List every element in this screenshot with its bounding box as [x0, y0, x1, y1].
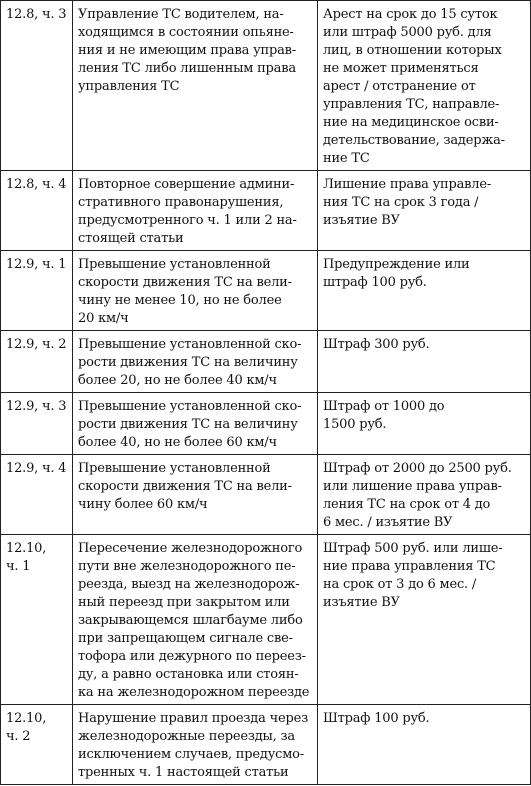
- table-row: [1, 455, 531, 535]
- article-cell: [1, 171, 73, 251]
- penalty-text: Арест на срок до 15 суток или штраф 5000 руб. для лиц, в отношении которых не может применяться арест / отстранение от управления ТС, направле- ние на медицинское осви- детельствование, задержа- ние ТС: [323, 7, 505, 166]
- table-row: [1, 535, 531, 705]
- penalty-text: Штраф от 1000 до 1500 руб.: [323, 399, 445, 432]
- table-row: [1, 705, 531, 785]
- article-text: 12.9, ч. 4: [6, 461, 67, 476]
- table-row: [1, 171, 531, 251]
- penalty-text: Штраф 300 руб.: [323, 337, 430, 352]
- offense-text: Нарушение правил проезда через железнодорожные переезды, за исключением случаев, предусмо- тренных ч. 1 настоящей статьи: [78, 711, 308, 780]
- penalty-text: Лишение права управле- ния ТС на срок 3 года / изъятие ВУ: [323, 177, 492, 228]
- penalty-cell: [318, 705, 531, 785]
- table-row: [1, 1, 531, 171]
- article-cell: [1, 705, 73, 785]
- penalty-text: Предупреждение или штраф 100 руб.: [323, 257, 470, 290]
- table-row: [1, 393, 531, 455]
- offense-cell: [73, 331, 318, 393]
- article-cell: [1, 1, 73, 171]
- article-text: 12.8, ч. 3: [6, 7, 67, 22]
- offense-cell: [73, 535, 318, 705]
- offense-text: Превышение установленной ско- рости движения ТС на величину более 20, но не более 40 км/ч: [78, 337, 302, 388]
- offense-cell: [73, 171, 318, 251]
- article-text: 12.9, ч. 1: [6, 257, 67, 272]
- penalty-text: Штраф 100 руб.: [323, 711, 430, 726]
- table-row: [1, 331, 531, 393]
- article-cell: [1, 393, 73, 455]
- offense-cell: [73, 455, 318, 535]
- offense-text: Превышение установленной скорости движения ТС на вели- чину более 60 км/ч: [78, 461, 292, 512]
- article-text: 12.9, ч. 2: [6, 337, 67, 352]
- penalty-cell: [318, 251, 531, 331]
- offense-text: Превышение установленной ско- рости движения ТС на величину более 40, но не более 60 км/ч: [78, 399, 302, 450]
- offense-cell: [73, 251, 318, 331]
- penalty-cell: [318, 1, 531, 171]
- penalty-cell: [318, 393, 531, 455]
- offense-cell: [73, 1, 318, 171]
- offense-text: Управление ТС водителем, на- ходящимся в состоянии опьяне- ния и не имеющим права управ- ления ТС либо лишенным права управления ТС: [78, 7, 296, 94]
- article-text: 12.10, ч. 1: [6, 541, 47, 574]
- article-text: 12.9, ч. 3: [6, 399, 67, 414]
- penalty-cell: [318, 535, 531, 705]
- penalty-cell: [318, 171, 531, 251]
- offense-cell: [73, 705, 318, 785]
- article-cell: [1, 331, 73, 393]
- table-row: [1, 251, 531, 331]
- article-text: 12.10, ч. 2: [6, 711, 47, 744]
- offense-text: Повторное совершение админи- стративного правонарушения, предусмотренного ч. 1 или 2 на- стоящей статьи: [78, 177, 297, 246]
- article-cell: [1, 535, 73, 705]
- penalty-text: Штраф 500 руб. или лише- ние права управления ТС на срок от 3 до 6 мес. / изъятие ВУ: [323, 541, 503, 610]
- article-cell: [1, 251, 73, 331]
- offense-text: Превышение установленной скорости движения ТС на вели- чину не менее 10, но не более 20 км/ч: [78, 257, 292, 326]
- penalty-cell: [318, 455, 531, 535]
- article-cell: [1, 455, 73, 535]
- offense-text: Пересечение железнодорожного пути вне железнодорожного пе- реезда, выезд на железнодорож- ный переезд при закрытом или закрывающемся шлагбауме либо при запрещающем сигнале све- тофора или дежурного по переез- ду, а равно остановка или стоян- ка на железнодорожном переезде: [78, 541, 310, 700]
- offense-cell: [73, 393, 318, 455]
- penalty-text: Штраф от 2000 до 2500 руб. или лишение права управ- ления ТС на срок от 4 до 6 мес. / изъятие ВУ: [323, 461, 512, 530]
- penalty-cell: [318, 331, 531, 393]
- article-text: 12.8, ч. 4: [6, 177, 67, 192]
